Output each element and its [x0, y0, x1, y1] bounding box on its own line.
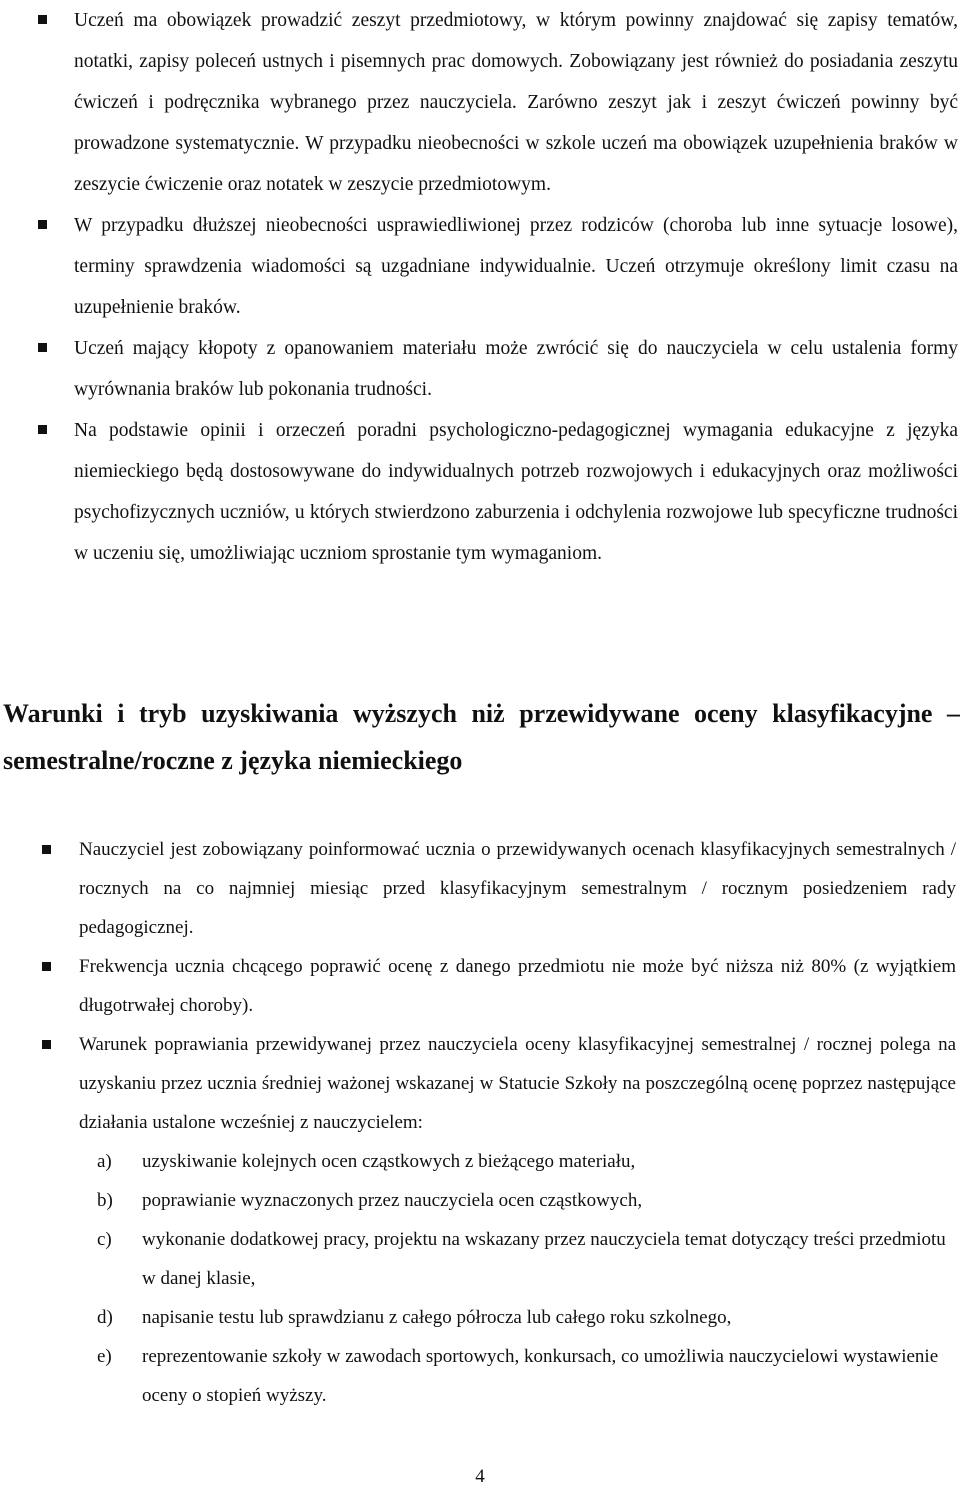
- sublist-item: [0, 1220, 960, 1298]
- list-item: [0, 0, 960, 205]
- sublist-item-text: reprezentowanie szkoły w zawodach sportowych, konkursach, co umożliwia nauczycielowi wystawienie oceny o stopień wyższy.: [142, 1346, 939, 1406]
- sublist-item: [0, 1181, 960, 1220]
- requirements-list: [0, 0, 960, 574]
- square-bullet-icon: [38, 425, 47, 434]
- square-bullet-icon: [38, 343, 47, 352]
- list-item-text: Nauczyciel jest zobowiązany poinformować ucznia o przewidywanych ocenach klasyfikacyjnych semestralnych / rocznych na co najmniej miesiąc przed klasyfikacyjnym semestralnym / rocznym posiedzeniem rady pedagogicznej.: [79, 839, 956, 938]
- sublist-item-label: e): [97, 1346, 112, 1367]
- sublist-item-label: b): [97, 1190, 113, 1211]
- sublist-item-label: a): [97, 1151, 112, 1172]
- list-item-text: Warunek poprawiania przewidywanej przez nauczyciela oceny klasyfikacyjnej semestralnej / rocznej polega na uzyskaniu przez ucznia średniej ważonej wskazanej w Statucie Szkoły na poszczególną ocenę poprzez następujące działania ustalone wcześniej z nauczycielem:: [79, 1034, 956, 1133]
- sublist-item-text: poprawianie wyznaczonych przez nauczyciela ocen cząstkowych,: [142, 1190, 643, 1211]
- sublist-item-label: c): [97, 1229, 112, 1250]
- list-item-text: W przypadku dłuższej nieobecności usprawiedliwionej przez rodziców (choroba lub inne sytuacje losowe), terminy sprawdzenia wiadomości są uzgadniane indywidualnie. Uczeń otrzymuje określony limit czasu na uzupełnienie braków.: [74, 215, 958, 318]
- sublist-item: [0, 1337, 960, 1415]
- list-item: [0, 205, 960, 328]
- grade-conditions-list: [0, 830, 960, 1415]
- square-bullet-icon: [38, 220, 47, 229]
- list-item-text: Frekwencja ucznia chcącego poprawić ocenę z danego przedmiotu nie może być niższa niż 80% (z wyjątkiem długotrwałej choroby).: [79, 956, 956, 1016]
- list-item: [0, 830, 960, 947]
- list-item: [0, 947, 960, 1025]
- list-item: [0, 410, 960, 574]
- sublist-item: [0, 1298, 960, 1337]
- square-bullet-icon: [42, 962, 51, 971]
- list-item-text: Uczeń ma obowiązek prowadzić zeszyt przedmiotowy, w którym powinny znajdować się zapisy tematów, notatki, zapisy poleceń ustnych i pisemnych prac domowych. Zobowiązany jest również do posiadania zeszytu ćwiczeń i podręcznika wybranego przez nauczyciela. Zarówno zeszyt jak i zeszyt ćwiczeń powinny być prowadzone systematycznie. W przypadku nieobecności w szkole uczeń ma obowiązek uzupełnienia braków w zeszycie ćwiczenie oraz notatek w zeszycie przedmiotowym.: [74, 10, 958, 195]
- sublist-item-text: uzyskiwanie kolejnych ocen cząstkowych z bieżącego materiału,: [142, 1151, 636, 1172]
- list-item: [0, 328, 960, 410]
- list-item-text: Uczeń mający kłopoty z opanowaniem materiału może zwrócić się do nauczyciela w celu ustalenia formy wyrównania braków lub pokonania trudności.: [74, 338, 958, 400]
- square-bullet-icon: [42, 845, 51, 854]
- sublist-item: [0, 1142, 960, 1181]
- sublist-item-label: d): [97, 1307, 113, 1328]
- action-sublist: [0, 1142, 960, 1415]
- square-bullet-icon: [38, 15, 47, 24]
- sublist-item-text: wykonanie dodatkowej pracy, projektu na wskazany przez nauczyciela temat dotyczący treści przedmiotu w danej klasie,: [142, 1229, 946, 1289]
- list-item-text: Na podstawie opinii i orzeczeń poradni psychologiczno-pedagogicznej wymagania edukacyjne z języka niemieckiego będą dostosowywane do indywidualnych potrzeb rozwojowych i edukacyjnych oraz możliwości psychofizycznych uczniów, u których stwierdzono zaburzenia i odchylenia rozwojowe lub specyficzne trudności w uczeniu się, umożliwiając uczniom sprostanie tym wymaganiom.: [74, 420, 958, 564]
- square-bullet-icon: [42, 1040, 51, 1049]
- sublist-item-text: napisanie testu lub sprawdzianu z całego półrocza lub całego roku szkolnego,: [142, 1307, 732, 1328]
- list-item: [0, 1025, 960, 1142]
- section-heading: Warunki i tryb uzyskiwania wyższych niż przewidywane oceny klasyfikacyjne – semestralne/roczne z języka niemieckiego: [3, 699, 960, 775]
- page-number: 4: [475, 1466, 485, 1487]
